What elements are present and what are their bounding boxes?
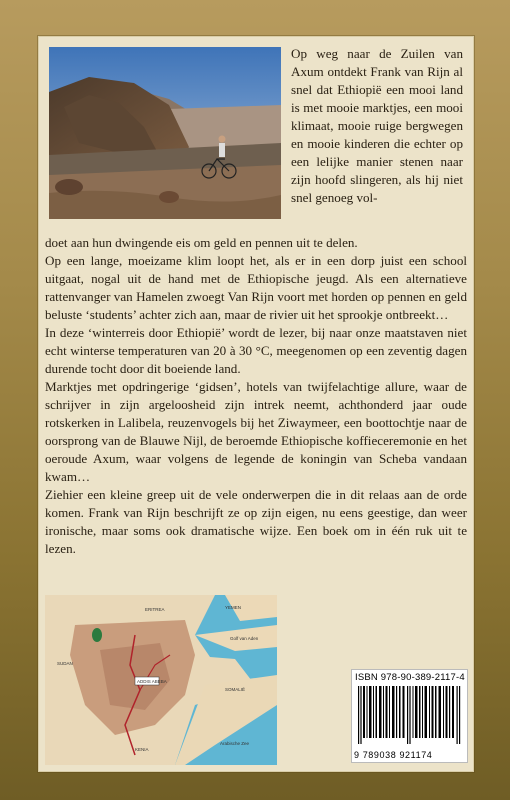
- isbn-label: ISBN 978-90-389-2117-4: [355, 672, 465, 683]
- map-label-yemen: YEMEN: [225, 605, 242, 610]
- isbn-barcode: [351, 669, 468, 763]
- paragraph-3: In deze ‘winterreis door Ethiopië’ wordt de lezer, bij naar onze maatstaven niet echt winterse temperaturen van 20 à 30 °C, meegenomen op een zeventig dagen durende tocht door dit boeiende land.: [45, 325, 467, 376]
- paragraph-1: Op weg naar de Zuilen van Axum ontdekt Frank van Rijn al snel dat Ethiopië een mooi land is met mooie marktjes, een mooi klimaat, mooie ruige bergwegen en mooie kinderen die echter op een lelijke manier stenen naar zijn hoofd slingeren, als hij niet snel genoeg vol-: [291, 46, 463, 205]
- intro-text: [291, 45, 463, 207]
- isbn-digits: 9 789038 921174: [354, 750, 433, 760]
- cover-photo: [49, 47, 281, 219]
- map-label-addis: ADDIS ABEBA: [137, 679, 167, 684]
- paragraph-1-continuation: doet aan hun dwingende eis om geld en pennen uit te delen.: [45, 235, 358, 250]
- barcode-bars: [358, 686, 462, 744]
- map-label-kenia: KENIA: [135, 747, 149, 752]
- paragraph-2: Op een lange, moeizame klim loopt het, als er in een dorp juist een school uitgaat, nogal uit de hand met de Ethiopische jeugd. Als een alternatieve rattenvanger van Hamelen zwoegt Van Rijn voort met horden op pennen en geld beluste ‘students’ achter zich aan, maar de rivier uit het sprookje ontbreekt…: [45, 253, 467, 322]
- map-label-gulf: Golf van Aden: [230, 636, 259, 641]
- paragraph-4: Marktjes met opdringerige ‘gidsen’, hotels van twijfelachtige allure, waar de schrijver in zijn argeloosheid zijn intrek neemt, achthonderd jaar oude rotskerken in Lalibela, reuzenvogels bij het Ziwaymeer, een boottochtje naar de oorsprong van de Blauwe Nijl, de beroemde Ethiopische koffieceremonie en het oeroude Axum, waar volgens de legende de koningin van Scheba vandaan kwam…: [45, 379, 467, 484]
- map-label-ocean: Arabische Zee: [220, 741, 250, 746]
- map-label-sudan: SUDAN: [57, 661, 73, 666]
- paragraph-5: Ziehier een kleine greep uit de vele onderwerpen die in dit relaas aan de orde komen. Frank van Rijn beschrijft ze op zijn eigen, nu eens geestige, dan weer ironische, maar soms ook dramatische wijze. Een boek om in één ruk uit te lezen.: [45, 487, 467, 556]
- route-map: [45, 595, 277, 765]
- map-label-somalie: SOMALIË: [225, 687, 246, 692]
- body-text: [45, 234, 467, 558]
- map-label-eritrea: ERITREA: [145, 607, 165, 612]
- back-cover-panel: [38, 36, 474, 772]
